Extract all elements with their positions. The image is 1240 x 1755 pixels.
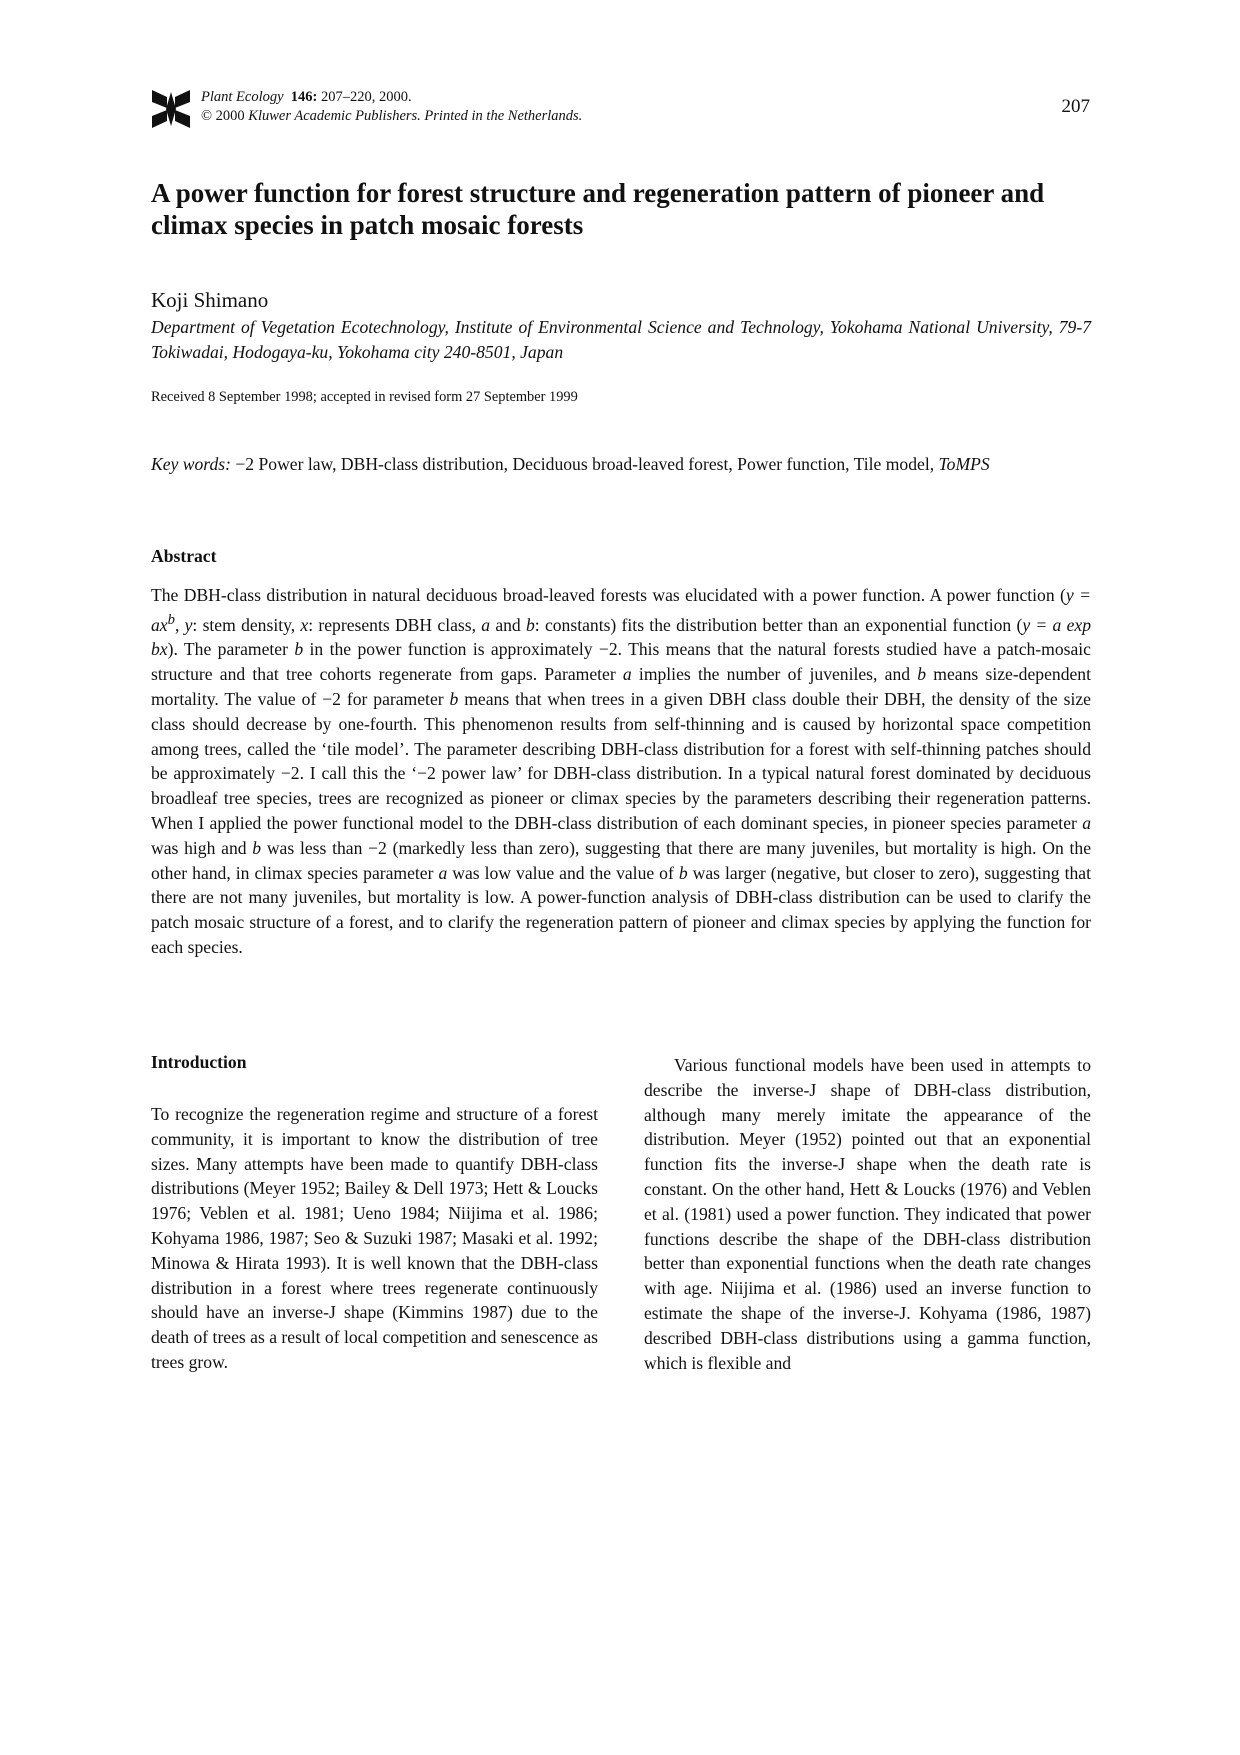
abstract-part: means size-dependent mortality. The value of −2 for parameter (151, 664, 1091, 710)
introduction-heading: Introduction (151, 1052, 247, 1072)
journal-line (201, 88, 582, 107)
introduction-left-column: To recognize the regeneration regime and structure of a forest community, it is important to know the distribution of tree sizes. Many attempts have been made to quantify DBH-class distributions (Meyer 1952; Bailey & Dell 1973; Hett & Loucks 1976; Veblen et al. 1981; Ueno 1984; Niijima et al. 1986; Kohyama 1986, 1987; Seo & Suzuki 1987; Masaki et al. 1992; Minowa & Hirata 1993). It is well known that the DBH-class distribution in a forest where trees regenerate continuously should have an inverse-J shape (Kimmins 1987) due to the death of trees as a result of local competition and senescence as trees grow. (151, 1104, 598, 1372)
publisher-logo-icon (150, 88, 192, 130)
abstract-part: was larger (negative, but closer to zero), suggesting that there are not many juveniles, but mortality is low. A power-function analysis of DBH-class distribution can be used to clarify the patch mosaic structure of a forest, and to clarify the regeneration pattern of pioneer and climax species by applying the function for each species. (151, 862, 1091, 958)
abstract-heading: Abstract (151, 546, 217, 566)
abstract-part: , (174, 614, 185, 635)
journal-name: Plant Ecology (201, 89, 284, 105)
journal-volume: 146: (290, 89, 318, 105)
keywords-text: −2 Power law, DBH-class distribution, Deciduous broad-leaved forest, Power function, Tile model, (230, 454, 939, 474)
abstract-variable: b (252, 837, 262, 858)
abstract-part: means that when trees in a given DBH class double their DBH, the density of the size class should decrease by one-fourth. This phenomenon results from self-thinning and is caused by horizontal space competition among trees, called the ‘tile model’. The parameter describing DBH-class distribution for a forest with self-thinning patches should be approximately −2. I call this the ‘−2 power law’ for DBH-class distribution. In a typical natural forest dominated by deciduous broadleaf tree species, trees are recognized as pioneer or climax species by the parameters describing their regeneration patterns. When I applied the power functional model to the DBH-class distribution of each dominant species, in pioneer species parameter (151, 689, 1091, 834)
abstract-part: was low value and the value of (447, 862, 679, 883)
abstract-equation: y = a exp bx (151, 614, 1092, 660)
journal-citation (201, 88, 582, 126)
received-dates: Received 8 September 1998; accepted in revised form 27 September 1999 (151, 389, 578, 405)
abstract-variable: b (526, 614, 535, 635)
publisher-name: Kluwer Academic Publishers. Printed in the Netherlands. (248, 108, 583, 124)
keywords-label: Key words: (151, 454, 231, 474)
abstract-part: implies the number of juveniles, and (631, 664, 918, 685)
abstract-part: was less than −2 (markedly less than zero), suggesting that there are many juveniles, but mortality is high. On the other hand, in climax species parameter (151, 837, 1091, 883)
abstract-part: in the power function is approximately −2. This means that the natural forests studied have a patch-mosaic structure and that tree cohorts regenerate from gaps. Parameter (151, 639, 1091, 685)
abstract-equation: y = ax (151, 585, 1091, 635)
abstract-exponent: b (167, 611, 175, 628)
abstract-part: : constants) fits the distribution better than an exponential function ( (534, 614, 1023, 635)
abstract-variable: b (449, 689, 459, 710)
copyright-line (201, 107, 582, 126)
copyright-year: © 2000 (201, 108, 249, 124)
abstract-part: : stem density, (192, 614, 301, 635)
abstract-variable: y (184, 614, 193, 635)
abstract-variable: a (481, 614, 491, 635)
abstract-variable: x (300, 614, 309, 635)
abstract-variable: b (917, 664, 927, 685)
journal-pages: 207–220, 2000. (317, 89, 412, 105)
article-title: A power function for forest structure and regeneration pattern of pioneer and climax species in patch mosaic forests (151, 178, 1045, 240)
abstract-variable: a (622, 664, 632, 685)
introduction-right-column: Various functional models have been used in attempts to describe the inverse-J shape of DBH-class distribution, although many merely imitate the appearance of the distribution. Meyer (1952) pointed out that an exponential function fits the inverse-J shape when the death rate is constant. On the other hand, Hett & Loucks (1976) and Veblen et al. (1981) used a power function. They indicated that power functions describe the shape of the DBH-class distribution better than exponential functions when the death rate changes with age. Niijima et al. (1986) used an inverse function to estimate the shape of the inverse-J. Kohyama (1986, 1987) described DBH-class distributions using a gamma function, which is flexible and (644, 1055, 1091, 1373)
abstract-variable: b (678, 862, 688, 883)
page-number: 207 (1061, 96, 1090, 117)
abstract-text (151, 583, 1091, 960)
abstract-part: ). The parameter (167, 639, 295, 660)
abstract-variable: a (438, 862, 448, 883)
keywords (151, 452, 1091, 477)
abstract-variable: a (1082, 813, 1091, 834)
abstract-part: and (490, 614, 526, 635)
abstract-part: was high and (151, 837, 253, 858)
author-name: Koji Shimano (151, 288, 269, 312)
abstract-variable: b (294, 639, 304, 660)
author-affiliation: Department of Vegetation Ecotechnology, Institute of Environmental Science and Technology, Yokohama National University, 79-7 Tokiwadai, Hodogaya-ku, Yokohama city 240-8501, Japan (151, 317, 1091, 362)
keywords-last: ToMPS (938, 454, 990, 474)
abstract-part: The DBH-class distribution in natural deciduous broad-leaved forests was elucidated with a power function. A power function ( (151, 585, 1066, 605)
abstract-part: : represents DBH class, (308, 614, 482, 635)
